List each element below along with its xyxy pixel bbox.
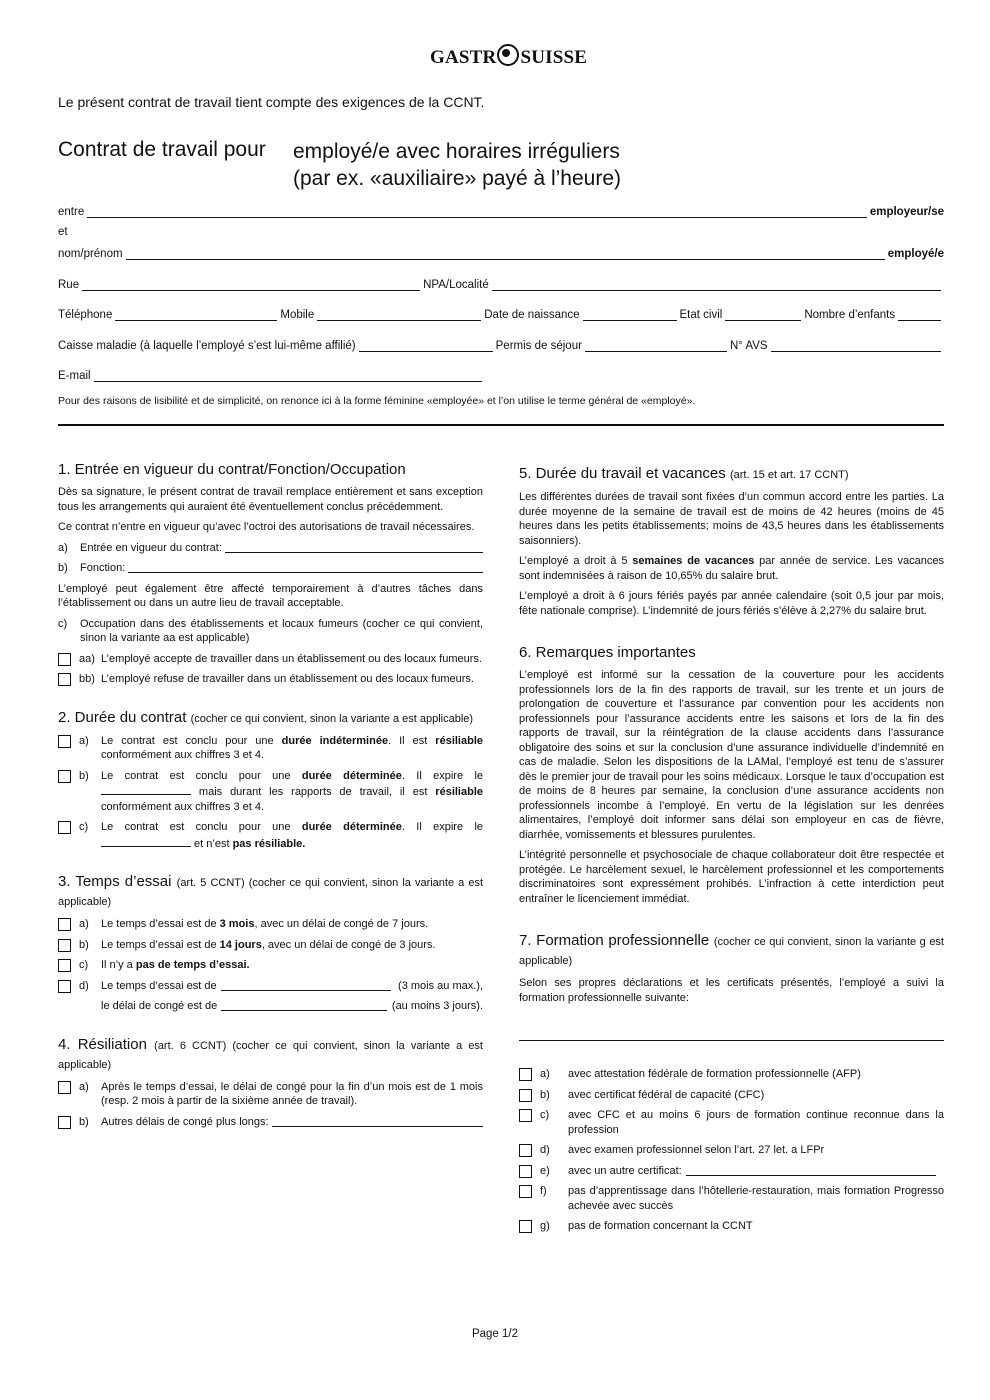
s7-item-a: a) avec attestation fédérale de formation professionnelle (AFP) bbox=[519, 1067, 944, 1082]
section-6-title: 6. Remarques importantes bbox=[519, 644, 696, 661]
row-et: et bbox=[58, 226, 68, 238]
s3-item-a: a) Le temps d’essai est de 3 mois, avec un délai de congé de 7 jours. bbox=[58, 917, 483, 932]
section-7-title: 7. Formation professionnelle (cocher ce qui convient, sinon la variante g est applicable) bbox=[519, 932, 944, 967]
checkbox-aa[interactable] bbox=[58, 653, 71, 666]
row-insurance: Caisse maladie (à laquelle l’employé s’est lui-même affilié) Permis de séjour N° AVS bbox=[58, 339, 944, 352]
title-right: employé/e avec horaires irréguliers (par ex. «auxiliaire» payé à l’heure) bbox=[293, 140, 622, 190]
checkbox-4b[interactable] bbox=[58, 1116, 71, 1129]
swiss-emblem-icon bbox=[497, 44, 519, 66]
s1-item-b: b) Fonction: bbox=[58, 561, 483, 576]
s7-item-c: c) avec CFC et au moins 6 jours de formation continue reconnue dans la profession bbox=[519, 1108, 944, 1137]
s3-item-b: b) Le temps d’essai est de 14 jours, avec un délai de congé de 3 jours. bbox=[58, 938, 483, 953]
section-3-title: 3. Temps d’essai (art. 5 CCNT) (cocher ce qui convient, sinon la variante a est applicable) bbox=[58, 873, 484, 908]
s1-item-bb: bb) L’employé refuse de travailler dans un établissement ou des locaux fumeurs. bbox=[58, 672, 483, 687]
s1-item-a: a) Entrée en vigueur du contrat: bbox=[58, 541, 483, 556]
avs-number-field[interactable] bbox=[771, 339, 941, 352]
health-insurance-field[interactable] bbox=[359, 339, 493, 352]
s4-item-a: a) Après le temps d’essai, le délai de congé pour la fin d’un mois est de 1 mois (resp. 2 mois à partir de la sixième année de travail). bbox=[58, 1080, 483, 1109]
row-entre: entre employeur/se bbox=[58, 206, 944, 218]
civil-status-field[interactable] bbox=[725, 308, 801, 321]
s3-item-d: d) Le temps d’essai est de (3 mois au max.), le délai de congé est de (au moins 3 jours). bbox=[58, 979, 483, 1014]
section-2-title: 2. Durée du contrat (cocher ce qui convient, sinon la variante a est applicable) bbox=[58, 708, 474, 726]
s2-item-b: b) Le contrat est conclu pour une durée déterminée. Il expire le mais durant les rapports de travail, il est résiliable conformément aux chiffres 3 et 4. bbox=[58, 769, 483, 815]
training-field[interactable] bbox=[519, 1029, 944, 1041]
expiry-date-c-field[interactable] bbox=[101, 835, 191, 847]
email-field[interactable] bbox=[94, 369, 482, 382]
s7-item-b: b) avec certificat fédéral de capacité (CFC) bbox=[519, 1088, 944, 1103]
residence-permit-field[interactable] bbox=[585, 339, 727, 352]
checkbox-7f[interactable] bbox=[519, 1185, 532, 1198]
gender-note: Pour des raisons de lisibilité et de simplicité, on renonce ici à la forme féminine «employée» et l’on utilise le terme général de «employé». bbox=[58, 395, 696, 407]
children-field[interactable] bbox=[898, 308, 941, 321]
s7-item-g: g) pas de formation concernant la CCNT bbox=[519, 1219, 944, 1234]
mobile-field[interactable] bbox=[317, 308, 481, 321]
checkbox-7a[interactable] bbox=[519, 1068, 532, 1081]
left-column: 1. Entrée en vigueur du contrat/Fonction/Occupation Dès sa signature, le présent contrat de travail remplace entièrement et sans exception tous les arrangements qui auraient été éventuellement conclus précédemment. Ce contrat n’entre en vigueur qu’avec l’octroi des autorisations de travail nécessaires. a) Entrée en vigueur du contrat: b) Fonction: L’employé peut également être affecté temporairement à d’autres tâches dans l’établissement ou dans un autre lieu de travail acceptable. c) Occupation dans des établissements et locaux fumeurs (cocher ce qui convient, sinon la variante aa est applicable) aa) L’employé accepte de travailler dans un établissement ou des locaux fumeurs. bb) L’employé refuse de travailler dans un établissement ou des locaux fumeurs. 2. Durée du contrat (cocher ce qui convient, sinon la variante a est applicable) a) Le contrat est conclu pour une durée indéterminée. Il est résiliable conformément aux chiffres 3 et 4. b) Le contrat est conclu pour une durée déterminée. Il expire le mais durant les rapports de travail, il est résiliable conformément aux chiffres 3 et 4. c) Le contrat est conclu pour une durée déterminée. Il expire le et n’est pas résiliable. 3. Temps d’essai (art. 5 CCNT) (cocher ce qui convient, sinon la variante a est applicable) a) Le temps d’essai est de 3 mois, avec un délai de congé de 7 jours. b) Le temps d’essai est de 14 jours, avec un délai de congé de 3 jours. c) Il n’y a pas de temps d’essai. d) Le temps d’essai est de (3 mois au max.), le délai de congé est de (au moins 3 jours). 4. Résiliation (art. 6 CCNT) (cocher ce qui convient, sinon la variante a est applicable) a) Après le temps d’essai, le délai de congé pour la fin d’un mois est de 1 mois (resp. 2 mois à partir de la sixième année de travail). b) Autres délais de congé plus longs: bbox=[58, 461, 484, 1128]
other-certificate-field[interactable] bbox=[686, 1164, 936, 1176]
row-contact: Téléphone Mobile Date de naissance Etat civil Nombre d’enfants bbox=[58, 308, 944, 321]
checkbox-2a[interactable] bbox=[58, 735, 71, 748]
checkbox-3c[interactable] bbox=[58, 959, 71, 972]
checkbox-2c[interactable] bbox=[58, 821, 71, 834]
checkbox-7g[interactable] bbox=[519, 1220, 532, 1233]
s1-item-aa: aa) L’employé accepte de travailler dans un établissement ou des locaux fumeurs. bbox=[58, 652, 483, 667]
checkbox-3d[interactable] bbox=[58, 980, 71, 993]
phone-field[interactable] bbox=[115, 308, 277, 321]
birthdate-field[interactable] bbox=[583, 308, 677, 321]
locality-field[interactable] bbox=[492, 278, 941, 291]
s7-item-d: d) avec examen professionnel selon l’art. 27 let. a LFPr bbox=[519, 1143, 944, 1158]
intro-text: Le présent contrat de travail tient compte des exigences de la CCNT. bbox=[58, 94, 485, 110]
trial-period-field[interactable] bbox=[221, 979, 391, 991]
header-divider bbox=[58, 424, 944, 426]
checkbox-3b[interactable] bbox=[58, 939, 71, 952]
employee-name-field[interactable] bbox=[126, 247, 885, 260]
checkbox-7d[interactable] bbox=[519, 1144, 532, 1157]
s2-item-c: c) Le contrat est conclu pour une durée déterminée. Il expire le et n’est pas résiliable. bbox=[58, 820, 483, 851]
checkbox-3a[interactable] bbox=[58, 918, 71, 931]
section-4-title: 4. Résiliation (art. 6 CCNT) (cocher ce qui convient, sinon la variante a est applicable) bbox=[58, 1035, 483, 1071]
row-address: Rue NPA/Localité bbox=[58, 278, 944, 291]
s2-item-a: a) Le contrat est conclu pour une durée indéterminée. Il est résiliable conformément aux chiffres 3 et 4. bbox=[58, 734, 483, 763]
s4-item-b: b) Autres délais de congé plus longs: bbox=[58, 1115, 483, 1130]
row-email: E-mail bbox=[58, 369, 944, 382]
notice-period-field[interactable] bbox=[221, 999, 387, 1011]
checkbox-7c[interactable] bbox=[519, 1109, 532, 1122]
s7-item-f: f) pas d’apprentissage dans l’hôtellerie-restauration, mais formation Progresso achevée avec succès bbox=[519, 1184, 944, 1213]
s3-item-c: c) Il n’y a pas de temps d’essai. bbox=[58, 958, 483, 973]
page-number: Page 1/2 bbox=[471, 1328, 519, 1340]
s7-item-e: e) avec un autre certificat: bbox=[519, 1164, 944, 1179]
longer-notice-field[interactable] bbox=[272, 1115, 483, 1127]
employer-field[interactable] bbox=[87, 205, 867, 218]
expiry-date-b-field[interactable] bbox=[101, 783, 191, 795]
checkbox-7e[interactable] bbox=[519, 1165, 532, 1178]
s1-item-c: c) Occupation dans des établissements et locaux fumeurs (cocher ce qui convient, sinon la variante aa est applicable) bbox=[58, 617, 483, 644]
section-5-title: 5. Durée du travail et vacances (art. 15 et art. 17 CCNT) bbox=[519, 465, 849, 482]
checkbox-4a[interactable] bbox=[58, 1081, 71, 1094]
checkbox-bb[interactable] bbox=[58, 673, 71, 686]
gastrosuisse-logo: GASTR SUISSE bbox=[430, 44, 587, 69]
right-column: 5. Durée du travail et vacances (art. 15 et art. 17 CCNT) Les différentes durées de travail sont fixées d’un commun accord entre les parties. La durée moyenne de la semaine de travail est de moins de 42 heures (moins de 45 heures dans les petits établissements; moins de 43,5 heures dans les établissements saisonniers). L’employé a droit à 5 semaines de vacances par année de service. Les vacances sont indemnisées à raison de 10,65% du salaire brut. L’employé a droit à 6 jours fériés payés par année calendaire (soit 0,5 jour par mois, fête nationale comprise). L’indemnité de jours fériés s’élève à 2,27% du salaire brut. 6. Remarques importantes L’employé est informé sur la cessation de la couverture pour les accidents professionnels lors de la fin des rapports de travail, sur les trente et un jours de prolongation de couverture et l’assurance par convention pour les accidents non professionnels pour l’assurance accidents entre les saisons et lors de la fin des rapports de travail, sur la réintégration de la clause accidents dans l’assurance obligatoire des soins et sur la conclusion d’une assurance individuelle d’indemnité en cas de maladie. Selon les dispositions de la LAMal, l’employé est tenu de s’assurer dès le premier jour de travail pour les soins médicaux. Lorsque le taux d’occupation est de moins de 8 heures par semaine, la conclusion d’une assurance accidents non professionnels incombe à l’employé. En vertu de la législation sur les denrées alimentaires, l’employé doit informer sans délai son employeur en cas de fièvre, diarrhée, vomissements et blessures purulentes. L’intégrité personnelle et psychosociale de chaque collaborateur doit être respectée et protégée. Le harcèlement sexuel, le harcèlement professionnel et les comportements discriminatoires sont expressément prohibés. L’infraction à cette interdiction peut entraîner le licenciement immédiat. 7. Formation professionnelle (cocher ce qui convient, sinon la variante g est applicable) Selon ses propres déclarations et les certificats présentés, l’employé a suivi la formation professionnelle suivante: a) avec attestation fédérale de formation professionnelle (AFP) b) avec certificat fédéral de capacité (CFC) c) avec CFC et au moins 6 jours de formation continue reconnue dans la profession d) avec examen professionnel selon l’art. 27 let. a LFPr e) avec un autre certificat: f) pas d’apprentissage dans l’hôtellerie-restauration, mais formation Progresso achevée avec succès g) pas de formation concernant la CCNT bbox=[519, 465, 944, 1232]
section-1-title: 1. Entrée en vigueur du contrat/Fonction/Occupation bbox=[58, 461, 406, 478]
row-nom: nom/prénom employé/e bbox=[58, 248, 944, 260]
street-field[interactable] bbox=[82, 278, 420, 291]
start-date-field[interactable] bbox=[225, 541, 483, 553]
function-field[interactable] bbox=[128, 561, 483, 573]
checkbox-7b[interactable] bbox=[519, 1089, 532, 1102]
title-left: Contrat de travail pour bbox=[58, 138, 266, 161]
checkbox-2b[interactable] bbox=[58, 770, 71, 783]
